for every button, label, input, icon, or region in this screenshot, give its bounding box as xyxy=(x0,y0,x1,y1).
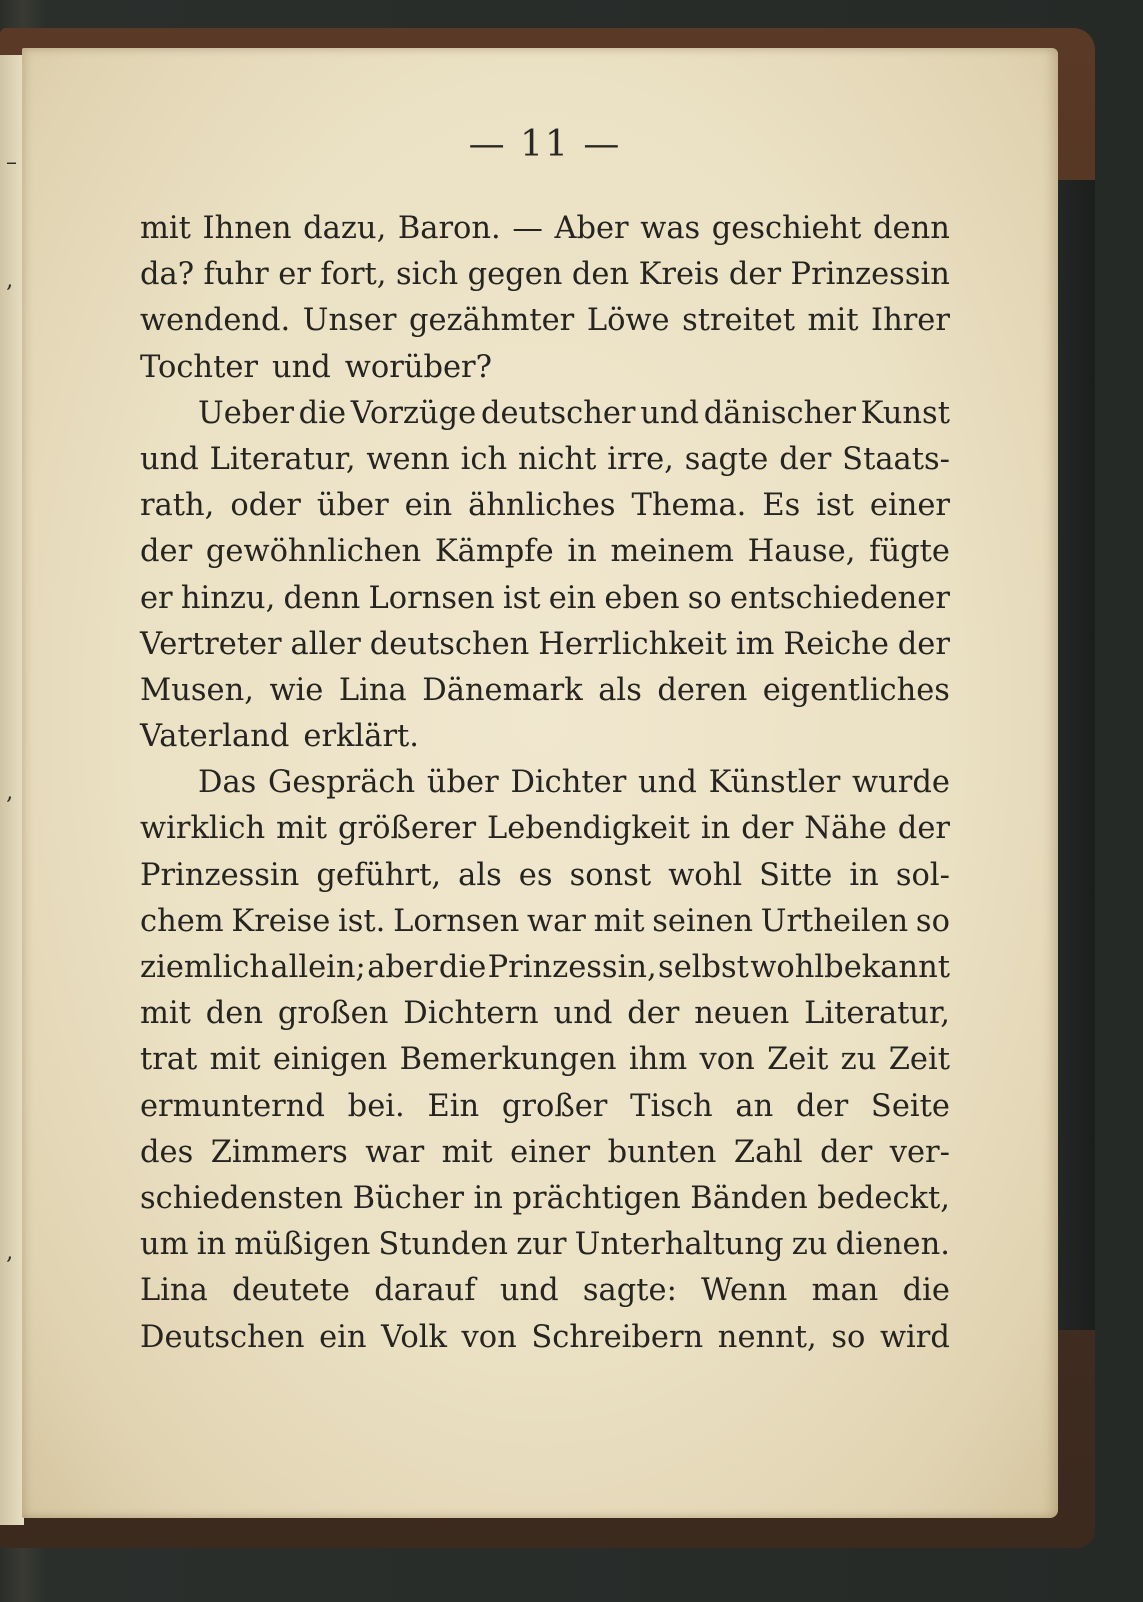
word: Lina xyxy=(140,1273,208,1309)
word: darauf xyxy=(374,1273,476,1309)
word: ermunternd xyxy=(140,1088,325,1124)
word: neuen xyxy=(694,996,790,1032)
word: wohlbekannt xyxy=(750,950,950,985)
text-line xyxy=(140,483,950,529)
word: man xyxy=(811,1273,879,1309)
text-line xyxy=(140,1222,950,1268)
word: Literatur, xyxy=(804,996,950,1032)
word: bunten xyxy=(607,1134,717,1170)
word: wie xyxy=(269,672,324,708)
word: erklärt. xyxy=(303,719,419,755)
word: Dichtern xyxy=(403,996,539,1032)
text-line xyxy=(140,1315,950,1361)
word: Lebendigkeit xyxy=(487,811,690,847)
margin-mark: ‚ xyxy=(6,268,13,293)
word: wurde xyxy=(852,765,950,801)
word: der xyxy=(741,811,794,847)
word: Zahl xyxy=(733,1134,803,1170)
word: einigen xyxy=(272,1042,388,1078)
word: prächtigen xyxy=(512,1180,681,1216)
body-text xyxy=(140,206,950,1361)
word: nennt, xyxy=(717,1319,817,1355)
word: Wenn xyxy=(701,1273,788,1309)
word: bedeckt, xyxy=(817,1180,950,1216)
word: und xyxy=(640,395,700,431)
word: geschieht xyxy=(711,211,862,246)
word: in xyxy=(700,811,731,847)
word: Lornsen xyxy=(368,580,495,616)
word: in xyxy=(849,857,879,893)
text-line xyxy=(140,622,950,668)
word: Lina xyxy=(338,672,407,708)
word: irre, xyxy=(607,441,674,477)
word: sagte: xyxy=(582,1273,677,1309)
word: deutscher xyxy=(480,395,636,431)
word: von xyxy=(461,1319,517,1355)
word: gewöhnlichen xyxy=(205,534,422,570)
word: mit xyxy=(209,1042,261,1078)
word: streitet xyxy=(682,303,795,339)
word: worüber? xyxy=(344,349,492,385)
word: der xyxy=(779,441,832,477)
word: ihm xyxy=(628,1042,688,1078)
word: Stunden xyxy=(378,1227,509,1263)
word: Kreise xyxy=(231,903,331,939)
word: da? xyxy=(140,257,195,293)
margin-mark: – xyxy=(6,150,17,175)
word: chem xyxy=(140,903,224,939)
word: mit xyxy=(140,996,191,1032)
text-line xyxy=(140,668,950,714)
word: und xyxy=(638,765,697,801)
text-line xyxy=(140,1268,950,1314)
margin-mark: ‚ xyxy=(6,780,13,805)
word: deutschen xyxy=(369,626,530,662)
word: Aber xyxy=(554,211,629,246)
word: mit xyxy=(593,903,645,939)
word: rath, xyxy=(140,488,215,524)
word: ist xyxy=(502,580,541,616)
word: dienen. xyxy=(835,1227,950,1263)
word: Löwe xyxy=(586,303,670,339)
text-line xyxy=(140,945,950,991)
word: zu xyxy=(791,1227,828,1263)
word: in xyxy=(473,1180,503,1216)
word: Hause, xyxy=(747,534,856,570)
word: Ein xyxy=(427,1088,480,1124)
word: er xyxy=(140,580,173,616)
word: Urtheilen xyxy=(760,903,909,939)
word: Kreis xyxy=(638,257,720,293)
word: es xyxy=(518,857,553,893)
word: Deutschen xyxy=(140,1319,305,1355)
word: aber xyxy=(367,950,438,985)
word: Thema. xyxy=(631,488,747,524)
word: — xyxy=(512,211,543,246)
word: im xyxy=(735,626,775,662)
word: ver- xyxy=(889,1134,950,1170)
word: zu xyxy=(840,1042,877,1078)
text-line xyxy=(140,391,950,437)
word: entschiedener xyxy=(729,580,950,616)
word: seinen xyxy=(652,903,754,939)
text-line xyxy=(140,252,950,298)
word: sagte xyxy=(684,441,769,477)
word: ziemlich xyxy=(140,950,270,985)
word: die xyxy=(298,395,347,431)
word: so xyxy=(915,903,950,939)
word: und xyxy=(553,996,613,1032)
word: Dichter xyxy=(510,765,627,801)
word: Staats- xyxy=(842,441,950,477)
text-line xyxy=(140,991,950,1037)
text-line xyxy=(140,1130,950,1176)
word: von xyxy=(699,1042,755,1078)
word: hinzu, xyxy=(180,580,276,616)
word: Ueber xyxy=(198,395,294,431)
word: fuhr xyxy=(203,257,269,293)
word: meinem xyxy=(610,534,734,570)
word: großer xyxy=(501,1088,608,1124)
text-line xyxy=(140,806,950,852)
word: Schreibern xyxy=(531,1319,704,1355)
word: Unser xyxy=(302,303,397,339)
word: schiedensten xyxy=(140,1180,344,1216)
word: Bänden xyxy=(690,1180,808,1216)
text-line xyxy=(140,853,950,899)
word: den xyxy=(571,257,630,293)
word: deren xyxy=(657,672,748,708)
word: ein xyxy=(319,1319,367,1355)
word: ist. xyxy=(338,903,386,939)
text-line xyxy=(140,298,950,344)
word: um xyxy=(140,1227,189,1263)
word: Künstler xyxy=(708,765,841,801)
word: Reiche xyxy=(783,626,889,662)
word: sol- xyxy=(895,857,950,893)
word: und xyxy=(140,441,199,477)
word: in xyxy=(567,534,597,570)
word: die xyxy=(438,950,487,985)
word: dazu, xyxy=(303,211,387,246)
word: bei. xyxy=(347,1088,405,1124)
word: als xyxy=(598,672,642,708)
word: Zimmers xyxy=(210,1134,348,1170)
word: Herrlichkeit xyxy=(538,626,727,662)
word: denn xyxy=(283,580,361,616)
word: Vorzüge xyxy=(350,395,477,431)
word: eben xyxy=(604,580,680,616)
word: Unterhaltung xyxy=(574,1227,784,1263)
word: nicht xyxy=(517,441,597,477)
word: aller xyxy=(290,626,361,662)
word: war xyxy=(527,903,586,939)
word: wenn xyxy=(366,441,450,477)
word: über xyxy=(426,765,499,801)
word: was xyxy=(640,211,701,246)
word: der xyxy=(728,257,782,293)
text-line xyxy=(140,899,950,945)
word: wohl xyxy=(668,857,743,893)
word: war xyxy=(365,1134,425,1170)
word: Bücher xyxy=(352,1180,464,1216)
word: Bemerkungen xyxy=(399,1042,617,1078)
text-line xyxy=(140,760,950,806)
word: so xyxy=(687,580,722,616)
word: Tochter xyxy=(140,349,258,385)
word: Lornsen xyxy=(393,903,520,939)
word: Musen, xyxy=(140,672,254,708)
word: geführt, xyxy=(316,857,442,893)
word: dänischer xyxy=(703,395,856,431)
word: sonst xyxy=(569,857,652,893)
word: Seite xyxy=(870,1088,950,1124)
word: fort, xyxy=(320,257,387,293)
word: deutete xyxy=(232,1273,350,1309)
word: ist xyxy=(816,488,854,524)
word: Vertreter xyxy=(140,626,282,662)
text-line xyxy=(140,1084,950,1130)
word: gezähmter xyxy=(408,303,575,339)
word: Zeit xyxy=(888,1042,950,1078)
word: der xyxy=(897,811,950,847)
word: fügte xyxy=(869,534,950,570)
word: Tisch xyxy=(630,1088,713,1124)
word: Prinzessin, xyxy=(487,950,657,985)
word: größerer xyxy=(337,811,477,847)
word: Sitte xyxy=(759,857,833,893)
word: trat xyxy=(140,1042,198,1078)
word: Nähe xyxy=(804,811,887,847)
word: Kämpfe xyxy=(434,534,554,570)
text-line xyxy=(140,206,950,252)
word: wirklich xyxy=(140,811,266,847)
word: der xyxy=(627,996,680,1032)
word: oder xyxy=(230,488,301,524)
text-line xyxy=(140,576,950,622)
word: mit xyxy=(276,811,328,847)
word: denn xyxy=(873,211,950,246)
word: Kunst xyxy=(860,395,950,431)
word: Zeit xyxy=(767,1042,829,1078)
word: Dänemark xyxy=(422,672,583,708)
word: gegen xyxy=(467,257,563,293)
word: ein xyxy=(404,488,453,524)
page-number: — 11 — xyxy=(468,124,622,165)
word: wird xyxy=(879,1319,950,1355)
word: der xyxy=(897,626,950,662)
word: einer xyxy=(510,1134,591,1170)
word: der xyxy=(820,1134,873,1170)
word: Ihnen xyxy=(202,211,292,246)
word: einer xyxy=(869,488,950,524)
word: allein; xyxy=(270,950,366,985)
word: Prinzessin xyxy=(790,257,950,293)
word: zur xyxy=(516,1227,567,1263)
text-line xyxy=(140,1037,950,1083)
word: mit xyxy=(441,1134,493,1170)
text-line xyxy=(140,437,950,483)
word: Literatur, xyxy=(209,441,356,477)
word: Ihrer xyxy=(871,303,950,339)
word: sich xyxy=(395,257,459,293)
word: mit xyxy=(140,211,191,246)
word: und xyxy=(271,349,331,385)
word: Gespräch xyxy=(268,765,416,801)
word: Es xyxy=(762,488,801,524)
text-line xyxy=(140,714,950,760)
word: der xyxy=(796,1088,849,1124)
word: ähnliches xyxy=(468,488,616,524)
word: Prinzessin xyxy=(140,857,300,893)
word: der xyxy=(140,534,193,570)
word: ich xyxy=(460,441,508,477)
word: und xyxy=(499,1273,559,1309)
word: Baron. xyxy=(397,211,501,246)
text-line xyxy=(140,529,950,575)
margin-mark: ‚ xyxy=(6,1240,13,1265)
word: eigentliches xyxy=(762,672,950,708)
word: Volk xyxy=(381,1319,447,1355)
word: Das xyxy=(198,765,257,801)
word: ein xyxy=(548,580,597,616)
word: die xyxy=(902,1273,950,1309)
word: müßigen xyxy=(234,1227,371,1263)
word: mit xyxy=(807,303,859,339)
text-line xyxy=(140,1176,950,1222)
word: über xyxy=(316,488,389,524)
word: Vaterland xyxy=(140,719,290,755)
word: großen xyxy=(277,996,389,1032)
word: selbst xyxy=(658,950,749,985)
word: in xyxy=(196,1227,227,1263)
word: als xyxy=(458,857,502,893)
text-line xyxy=(140,345,950,391)
word: den xyxy=(205,996,263,1032)
word: an xyxy=(735,1088,774,1124)
word: wendend. xyxy=(140,303,291,339)
word: so xyxy=(831,1319,866,1355)
word: er xyxy=(278,257,311,293)
word: des xyxy=(140,1134,194,1170)
